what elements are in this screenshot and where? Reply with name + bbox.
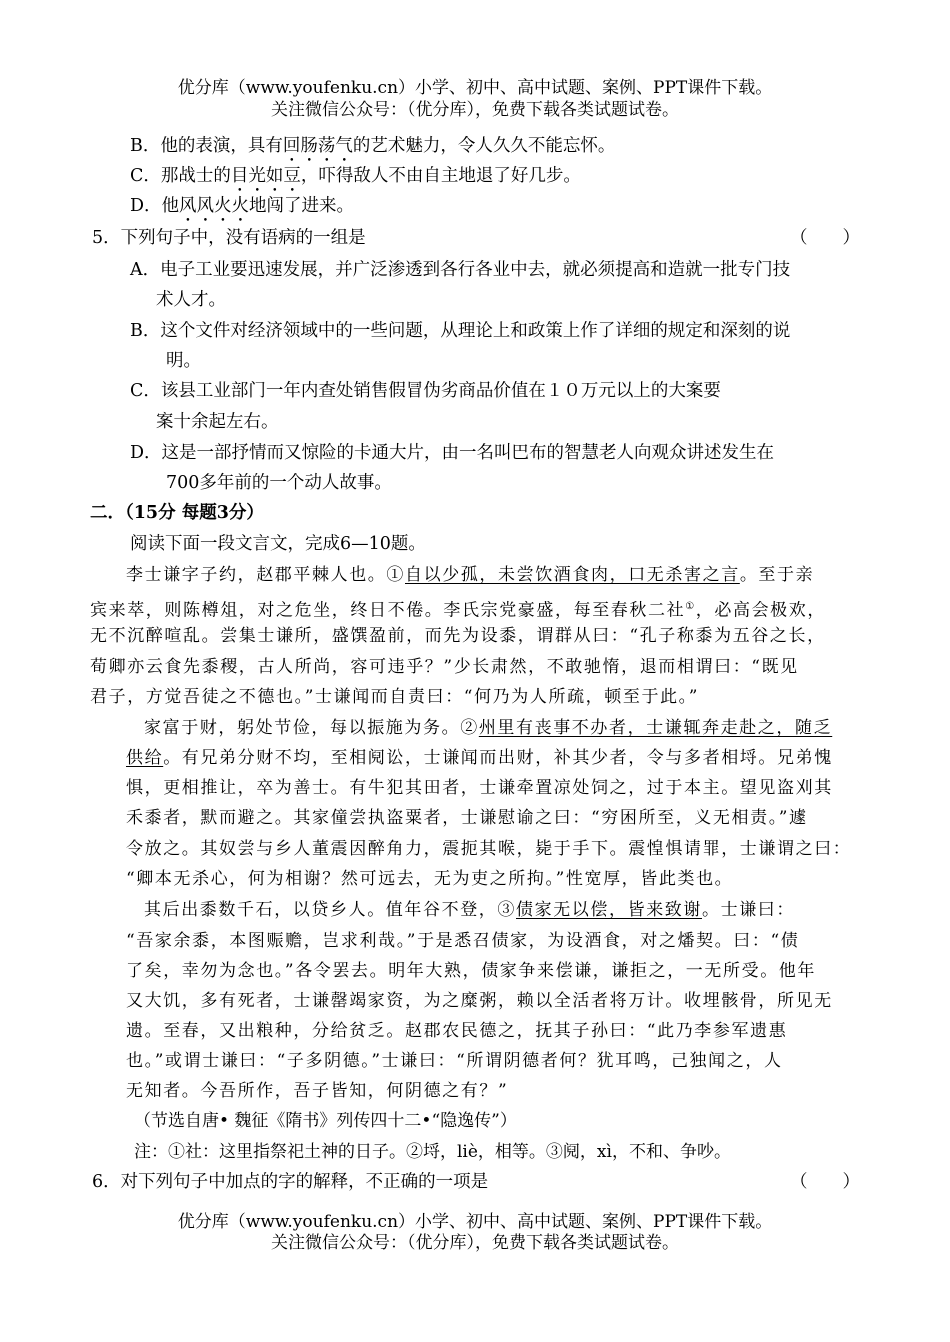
passage-p2-line-1 — [144, 716, 832, 740]
passage-sentence-1-underlined: 自以少孤，未尝饮酒食肉，口无杀害之言 — [405, 565, 740, 585]
q5-stem: 5．下列句子中，没有语病的一组是 — [92, 228, 366, 248]
passage-p2-line-5: 令放之。其奴尝与乡人董震因醉角力，震扼其喉，毙于手下。震惶惧请罪，士谦谓之曰： — [126, 839, 852, 859]
q5-option-b-line-2: 明。 — [166, 351, 201, 371]
footer-line-2: 关注微信公众号：（优分库），免费下载各类试题试卷。 — [271, 1233, 679, 1253]
passage-p3-line-2: “吾家余黍，本图赈赡，岂求利哉。”于是悉召债家，为设酒食，对之燔契。曰：“债 — [126, 931, 800, 951]
passage-p2-line-6: “卿本无杀心，何为相谢？然可远去，无为吏之所拘。”性宽厚，皆此类也。 — [126, 869, 734, 889]
footer-line-1: 优分库（www.youfenku.cn）小学、初中、高中试题、案例、PPT课件下载。 — [177, 1212, 773, 1232]
passage-sentence-2-underlined: 州里有丧事不办者，士谦辄奔走赴之，随乏 — [478, 718, 833, 738]
passage-notes: 注：①社：这里指祭祀土神的日子。②埒，liè，相等。③阋，xì，不和、争吵。 — [134, 1142, 731, 1162]
passage-p1-line-4: 荀卿亦云食先黍稷，古人所尚，容可违乎？”少长肃然，不敢驰惰，退而相谓曰：“既见 — [90, 657, 799, 677]
q5-answer-paren: （ ） — [790, 228, 860, 248]
q4-option-c-prefix: C．那战士的 — [130, 166, 231, 186]
q4-option-b — [130, 134, 615, 166]
passage-p2-line-1-prefix: 家富于财，躬处节俭，每以振施为务。② — [144, 718, 479, 738]
passage-p1-line-2-suffix: ，必高会极欢， — [695, 600, 826, 621]
passage-p2-line-2 — [126, 746, 833, 770]
passage-p1-line-2-text: 宾来萃，则陈樽俎，对之危坐，终日不倦。李氏宗党豪盛，每至春秋二社 — [90, 600, 686, 621]
passage-p1-line-5: 君子，方觉吾徒之不德也。”士谦闻而自责曰：“何乃为人所疏，顿至于此。” — [90, 687, 700, 707]
passage-p1-line-1 — [126, 563, 814, 587]
q5-option-c-line-2: 案十余起左右。 — [156, 412, 279, 432]
q6-stem: 6．对下列句子中加点的字的解释，不正确的一项是 — [92, 1172, 489, 1192]
passage-p2-line-4: 禾黍者，默而避之。其家僮尝执盗粟者，士谦慰谕之曰：“穷困所至，义无相责。”遽 — [126, 808, 808, 828]
passage-p3-line-7: 无知者。今吾所作，吾子皆知，何阴德之有？” — [126, 1081, 509, 1101]
passage-p3-line-5: 遗。至春，又出粮种，分给贫乏。赵郡农民德之，抚其子孙曰：“此乃李参军遗惠 — [126, 1021, 788, 1041]
passage-p3-line-6: 也。”或谓士谦曰：“子多阴德。”士谦曰：“所谓阴德者何？犹耳鸣，己独闻之，人 — [126, 1051, 783, 1071]
q4-option-c-dotted-phrase: 目光如豆 — [230, 166, 301, 186]
q4-option-c-suffix: ，吓得敌人不由自主地退了好几步。 — [300, 166, 581, 186]
header-line-1: 优分库（www.youfenku.cn）小学、初中、高中试题、案例、PPT课件下载。 — [177, 78, 773, 98]
passage-p3-line-1-prefix: 其后出黍数千石，以贷乡人。值年谷不登，③ — [144, 900, 516, 920]
passage-p1-line-3: 无不沉醉喧乱。尝集士谦所，盛馔盈前，而先为设黍，谓群从曰：“孔子称黍为五谷之长， — [90, 626, 826, 646]
passage-p1-line-2 — [90, 595, 826, 623]
q5-option-d-line-1: D．这是一部抒情而又惊险的卡通大片，由一名叫巴布的智慧老人向观众讲述发生在 — [130, 443, 775, 463]
q4-option-b-suffix: 的艺术魅力，令人久久不能忘怀。 — [352, 136, 616, 156]
passage-p3-line-1 — [144, 898, 795, 922]
passage-p3-line-4: 又大饥，多有死者，士谦罄竭家资，为之糜粥，赖以全活者将万计。收埋骸骨，所见无 — [126, 991, 833, 1011]
section-2-instruction: 阅读下面一段文言文，完成6—10题。 — [130, 534, 426, 554]
passage-p2-line-2-suffix: 。有兄弟分财不均，至相阋讼，士谦闻而出财，补其少者，令与多者相埒。兄弟愧 — [163, 748, 833, 768]
passage-p2-line-3: 惧，更相推让，卒为善士。有牛犯其田者，士谦牵置凉处饲之，过于本主。望见盗刈其 — [126, 778, 833, 798]
passage-sentence-3-underlined: 债家无以偿，皆来致谢 — [516, 900, 702, 920]
footnote-marker-1: ① — [685, 601, 696, 612]
q4-option-b-prefix: B．他的表演，具有 — [130, 136, 283, 156]
passage-p3-line-3: 了矣，幸勿为念也。”各令罢去。明年大熟，债家争来偿谦，谦拒之，一无所受。他年 — [126, 961, 816, 981]
q4-option-b-dotted-phrase: 回肠荡气 — [282, 136, 353, 156]
q6-answer-paren: （ ） — [790, 1172, 860, 1192]
q5-option-b-line-1: B．这个文件对经济领域中的一些问题，从理论上和政策上作了详细的规定和深刻的说 — [130, 321, 791, 341]
passage-p1-line-1-prefix: 李士谦字子约，赵郡平棘人也。① — [126, 565, 405, 585]
q5-option-a-line-2: 术人才。 — [156, 290, 226, 310]
q4-option-d — [130, 194, 354, 226]
passage-p1-line-1-suffix: 。至于亲 — [739, 565, 815, 585]
q4-option-d-dotted-phrase: 风风火火 — [179, 196, 250, 216]
passage-sentence-2-underlined-end: 供给 — [126, 748, 164, 768]
header-line-2: 关注微信公众号：（优分库），免费下载各类试题试卷。 — [271, 100, 679, 120]
q4-option-c — [130, 164, 581, 196]
q5-option-a-line-1: A．电子工业要迅速发展，并广泛渗透到各行各业中去，就必须提高和造就一批专门技 — [130, 260, 791, 280]
q4-option-d-prefix: D．他 — [130, 196, 180, 216]
q5-option-c-line-1: C．该县工业部门一年内查处销售假冒伪劣商品价值在１０万元以上的大案要 — [130, 381, 721, 401]
section-2-title: 二．（15分 每题3分） — [90, 503, 264, 523]
q4-option-d-suffix: 地闯了进来。 — [249, 196, 355, 216]
passage-p3-line-1-suffix: 。士谦曰： — [702, 900, 795, 920]
passage-source: （节选自唐• 魏征《隋书》列传四十二•“隐逸传”） — [134, 1111, 517, 1131]
q5-option-d-line-2: 700多年前的一个动人故事。 — [166, 473, 392, 493]
